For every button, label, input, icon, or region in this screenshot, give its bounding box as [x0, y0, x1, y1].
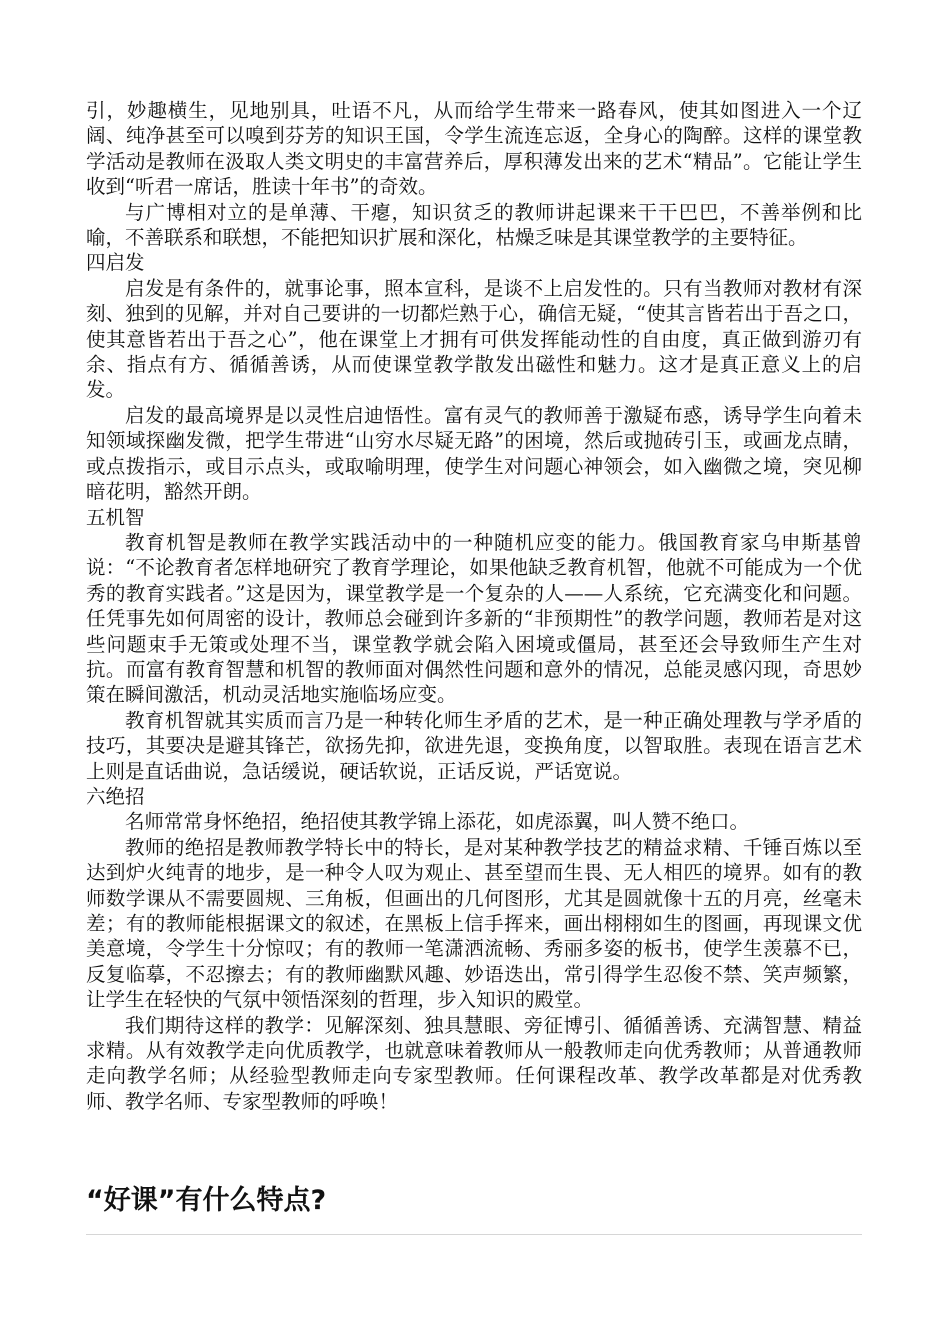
paragraph: 我们期待这样的教学：见解深刻、独具慧眼、旁征博引、循循善诱、充满智慧、精益求精。从有效教学走向优质教学，也就意味着教师从一般教师走向优秀教师；从普通教师走向教学名师；从经验型教师走向专家型教师。任何课程改革、教学改革都是对优秀教师、教学名师、专家型教师的呼唤！ — [86, 1013, 862, 1113]
section-heading-inspiration: 四启发 — [86, 251, 145, 275]
paragraph: 启发是有条件的，就事论事，照本宣科，是谈不上启发性的。只有当教师对教材有深刻、独到的见解，并对自己要讲的一切都烂熟于心，确信无疑，“使其言皆若出于吾之口，使其意皆若出于吾之心”，他在课堂上才拥有可供发挥能动性的自由度，真正做到游刃有余、指点有方、循循善诱，从而使课堂教学散发出磁性和魅力。这才是真正意义上的启发。 — [86, 276, 862, 402]
paragraph: 启发的最高境界是以灵性启迪悟性。富有灵气的教师善于激疑布惑，诱导学生向着未知领域探幽发微，把学生带进“山穷水尽疑无路”的困境，然后或抛砖引玉，或画龙点睛，或点拨指示，或目示点头，或取喻明理，使学生对问题心神领会，如入幽微之境，突见柳暗花明，豁然开朗。 — [86, 403, 862, 504]
document-body — [86, 98, 862, 1114]
paragraph-continuation: 引，妙趣横生，见地别具，吐语不凡，从而给学生带来一路春风，使其如图进入一个辽阔、纯净甚至可以嗅到芬芳的知识王国，令学生流连忘返，全身心的陶醉。这样的课堂教学活动是教师在汲取人类文明史的丰富营养后，厚积薄发出来的艺术“精品”。它能让学生收到“听君一席话，胜读十年书”的奇效。 — [86, 99, 862, 199]
section-heading-unique-skills: 六绝招 — [86, 784, 145, 808]
section-title: “好课”有什么特点? — [86, 1185, 327, 1216]
paragraph: 教育机智就其实质而言乃是一种转化师生矛盾的艺术，是一种正确处理教与学矛盾的技巧，其要决是避其锋芒，欲扬先抑，欲进先退，变换角度，以智取胜。表现在语言艺术上则是直话曲说，急话缓说，硬话软说，正话反说，严话宽说。 — [86, 708, 862, 783]
section-heading-wit: 五机智 — [86, 505, 145, 529]
paragraph: 教育机智是教师在教学实践活动中的一种随机应变的能力。俄国教育家乌申斯基曾说：“不论教育者怎样地研究了教育学理论，如果他缺乏教育机智，他就不可能成为一个优秀的教育实践者。”这是因为，课堂教学是一个复杂的人——人系统，它充满变化和问题。任凭事先如何周密的设计，教师总会碰到许多新的“非预期性”的教学问题，教师若是对这些问题束手无策或处理不当，课堂教学就会陷入困境或僵局，甚至还会导致师生产生对抗。而富有教育智慧和机智的教师面对偶然性问题和意外的情况，总能灵感闪现，奇思妙策在瞬间激活，机动灵活地实施临场应变。 — [86, 530, 862, 707]
paragraph: 与广博相对立的是单薄、干瘪，知识贫乏的教师讲起课来干干巴巴，不善举例和比喻，不善联系和联想，不能把知识扩展和深化，枯燥乏味是其课堂教学的主要特征。 — [86, 200, 862, 250]
title-divider — [86, 1234, 862, 1235]
paragraph: 教师的绝招是教师教学特长中的特长，是对某种教学技艺的精益求精、千锤百炼以至达到炉火纯青的地步，是一种令人叹为观止、甚至望而生畏、无人相匹的境界。如有的教师数学课从不需要圆规、三角板，但画出的几何图形，尤其是圆就像十五的月亮，丝毫未差；有的教师能根据课文的叙述，在黑板上信手挥来，画出栩栩如生的图画，再现课文优美意境，令学生十分惊叹；有的教师一笔潇洒流畅、秀丽多姿的板书，使学生羡慕不已，反复临摹，不忍擦去；有的教师幽默风趣、妙语迭出，常引得学生忍俊不禁、笑声频繁，让学生在轻快的气氛中领悟深刻的哲理，步入知识的殿堂。 — [86, 835, 862, 1012]
paragraph: 名师常常身怀绝招，绝招使其教学锦上添花，如虎添翼，叫人赞不绝口。 — [125, 810, 750, 834]
